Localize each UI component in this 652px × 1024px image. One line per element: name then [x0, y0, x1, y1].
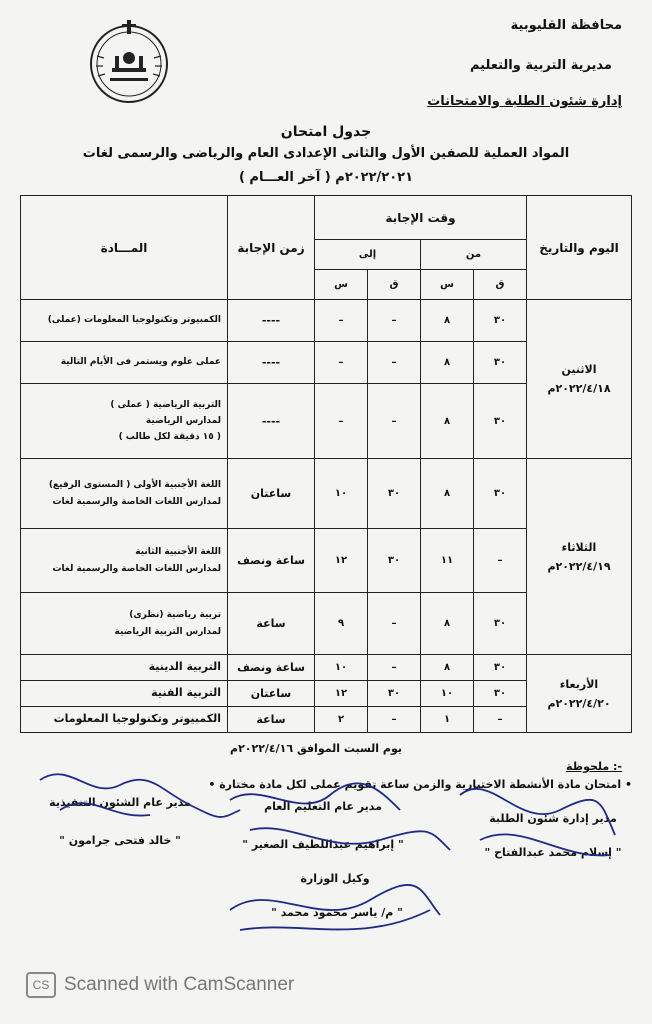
to-minutes-cell: –: [368, 342, 421, 384]
exam-schedule-table: [20, 195, 632, 733]
from-minutes-cell: ٣٠: [474, 342, 527, 384]
to-minutes-cell: –: [368, 300, 421, 342]
day-name: الأربعاء: [559, 677, 599, 691]
subject-cell: [21, 707, 228, 733]
directorate-label: مديرية التربية والتعليم: [469, 58, 612, 73]
subject-cell: [21, 384, 228, 459]
to-minutes-cell: ٣٠: [368, 459, 421, 529]
from-hours-cell: ٨: [421, 593, 474, 655]
header-duration: زمن الإجابة: [228, 196, 315, 300]
note-text: • امتحان مادة الأنشطة الاختيارية والزمن ساعة تقويم عملى لكل مادة مختارة •: [208, 778, 632, 791]
subject-line: ( ١٥ دقيقة لكل طالب ): [118, 432, 221, 443]
subject-line: اللغة الأجنبية الثانية: [135, 547, 221, 558]
to-hours-cell: ١٢: [315, 681, 368, 707]
subject-line: الكمبيوتر وتكنولوجيا المعلومات: [53, 712, 221, 726]
header-from: من: [421, 240, 527, 270]
signature-title-executive: مدير عام الشئون التنفيذية: [49, 796, 191, 809]
subject-line: عملى علوم ويستمر فى الأيام التالية: [60, 357, 221, 368]
table-row: [21, 300, 632, 342]
subject-line: التربية الدينية: [148, 660, 221, 674]
to-hours-cell: –: [315, 342, 368, 384]
from-minutes-cell: ٣٠: [474, 459, 527, 529]
to-minutes-cell: ٣٠: [368, 681, 421, 707]
from-minutes-cell: ٣٠: [474, 300, 527, 342]
subject-line: التربية الرياضية ( عملى ): [110, 399, 221, 410]
subject-cell: [21, 342, 228, 384]
schedule-subtitle: المواد العملية للصفين الأول والثانى الإعدادى العام والرياضى والرسمى لغات: [82, 146, 570, 161]
to-hours-cell: –: [315, 300, 368, 342]
duration-cell: ساعة: [228, 707, 315, 733]
day-date: ٢٠٢٢/٤/١٩م: [547, 559, 611, 573]
signature-title-undersecretary: وكيل الوزارة: [300, 872, 370, 885]
issue-date: يوم السبت الموافق ٢٠٢٢/٤/١٦م: [230, 742, 402, 755]
subject-line: لمدارس الرياضية: [145, 415, 221, 426]
signature-title-general: مدير عام التعليم العام: [264, 800, 382, 813]
to-hours-cell: ٩: [315, 593, 368, 655]
from-minutes-cell: ٣٠: [474, 681, 527, 707]
table-row: [21, 459, 632, 529]
subject-line: لمدارس اللغات الخاصة والرسمية لغات: [52, 563, 221, 574]
header-subject: المـــادة: [21, 196, 228, 300]
header-to: إلى: [315, 240, 421, 270]
header-from-minutes: ق: [474, 270, 527, 300]
duration-cell: ----: [228, 300, 315, 342]
header-from-hours: س: [421, 270, 474, 300]
subject-line: اللغة الأجنبية الأولى ( المستوى الرفيع): [48, 480, 221, 491]
header-to-minutes: ق: [368, 270, 421, 300]
subject-cell: [21, 655, 228, 681]
from-hours-cell: ١٠: [421, 681, 474, 707]
from-hours-cell: ٨: [421, 342, 474, 384]
signature-name-students: " إسلام محمد عبدالفتاح ": [484, 846, 622, 859]
table-row: [21, 655, 632, 681]
day-date: ٢٠٢٢/٤/١٨م: [547, 382, 611, 395]
from-hours-cell: ١: [421, 707, 474, 733]
to-hours-cell: –: [315, 384, 368, 459]
subject-cell: [21, 459, 228, 529]
signature-name-executive: " خالد فتحى جرامون ": [59, 834, 181, 847]
signature-name-general: " إبراهيم عبداللطيف الصغير ": [242, 838, 404, 851]
to-minutes-cell: –: [368, 384, 421, 459]
from-minutes-cell: ٣٠: [474, 384, 527, 459]
from-hours-cell: ١١: [421, 529, 474, 593]
scanner-text: Scanned with CamScanner: [64, 974, 295, 996]
schedule-title: جدول امتحان: [280, 124, 372, 140]
subject-cell: [21, 681, 228, 707]
note-label: ملحوظة :-: [566, 760, 622, 773]
from-minutes-cell: –: [474, 707, 527, 733]
governorate-label: محافظة القليوبية: [510, 18, 622, 33]
subject-cell: [21, 593, 228, 655]
duration-cell: ساعتان: [228, 681, 315, 707]
duration-cell: ساعة ونصف: [228, 529, 315, 593]
duration-cell: ساعة: [228, 593, 315, 655]
header-day-date: اليوم والتاريخ: [527, 196, 632, 300]
from-hours-cell: ٨: [421, 459, 474, 529]
to-minutes-cell: ٣٠: [368, 529, 421, 593]
subject-line: لمدارس التربية الرياضية: [114, 626, 221, 637]
from-minutes-cell: ٣٠: [474, 593, 527, 655]
from-hours-cell: ٨: [421, 384, 474, 459]
subject-cell: [21, 300, 228, 342]
subject-line: تربية رياضية (نظرى): [129, 610, 221, 621]
duration-cell: ----: [228, 384, 315, 459]
from-minutes-cell: ٣٠: [474, 655, 527, 681]
day-name: الاثنين: [561, 363, 597, 376]
subject-cell: [21, 529, 228, 593]
to-minutes-cell: –: [368, 655, 421, 681]
to-minutes-cell: –: [368, 707, 421, 733]
scanner-watermark: [26, 972, 294, 998]
handwritten-signatures: [0, 760, 652, 960]
duration-cell: ----: [228, 342, 315, 384]
to-hours-cell: ١٠: [315, 655, 368, 681]
day-date: ٢٠٢٢/٤/٢٠م: [547, 696, 611, 710]
ministry-logo: [84, 16, 174, 106]
subject-line: لمدارس اللغات الخاصة والرسمية لغات: [52, 496, 221, 507]
to-minutes-cell: –: [368, 593, 421, 655]
subject-line: التربية الفنية: [151, 686, 221, 700]
to-hours-cell: ١٢: [315, 529, 368, 593]
to-hours-cell: ١٠: [315, 459, 368, 529]
day-date-cell: [527, 459, 632, 655]
day-name: الثلاثاء: [561, 540, 597, 554]
duration-cell: ساعة ونصف: [228, 655, 315, 681]
from-hours-cell: ٨: [421, 300, 474, 342]
signature-name-undersecretary: " م/ ياسر محمود محمد ": [271, 906, 403, 919]
from-hours-cell: ٨: [421, 655, 474, 681]
signature-title-students: مدير إدارة شئون الطلبة: [489, 812, 617, 825]
camscanner-logo: CS: [26, 972, 56, 998]
day-date-cell: [527, 300, 632, 459]
subject-line: الكمبيوتر وتكنولوجيا المعلومات (عملى): [47, 315, 221, 326]
header-answer-time: وقت الإجابة: [315, 196, 527, 240]
header-to-hours: س: [315, 270, 368, 300]
schedule-year: ( آخر العـــام ) ٢٠٢٢/٢٠٢١م: [238, 170, 414, 185]
to-hours-cell: ٢: [315, 707, 368, 733]
duration-cell: ساعتان: [228, 459, 315, 529]
day-date-cell: [527, 655, 632, 733]
department-label: إدارة شئون الطلبة والامتحانات: [427, 94, 622, 109]
from-minutes-cell: –: [474, 529, 527, 593]
